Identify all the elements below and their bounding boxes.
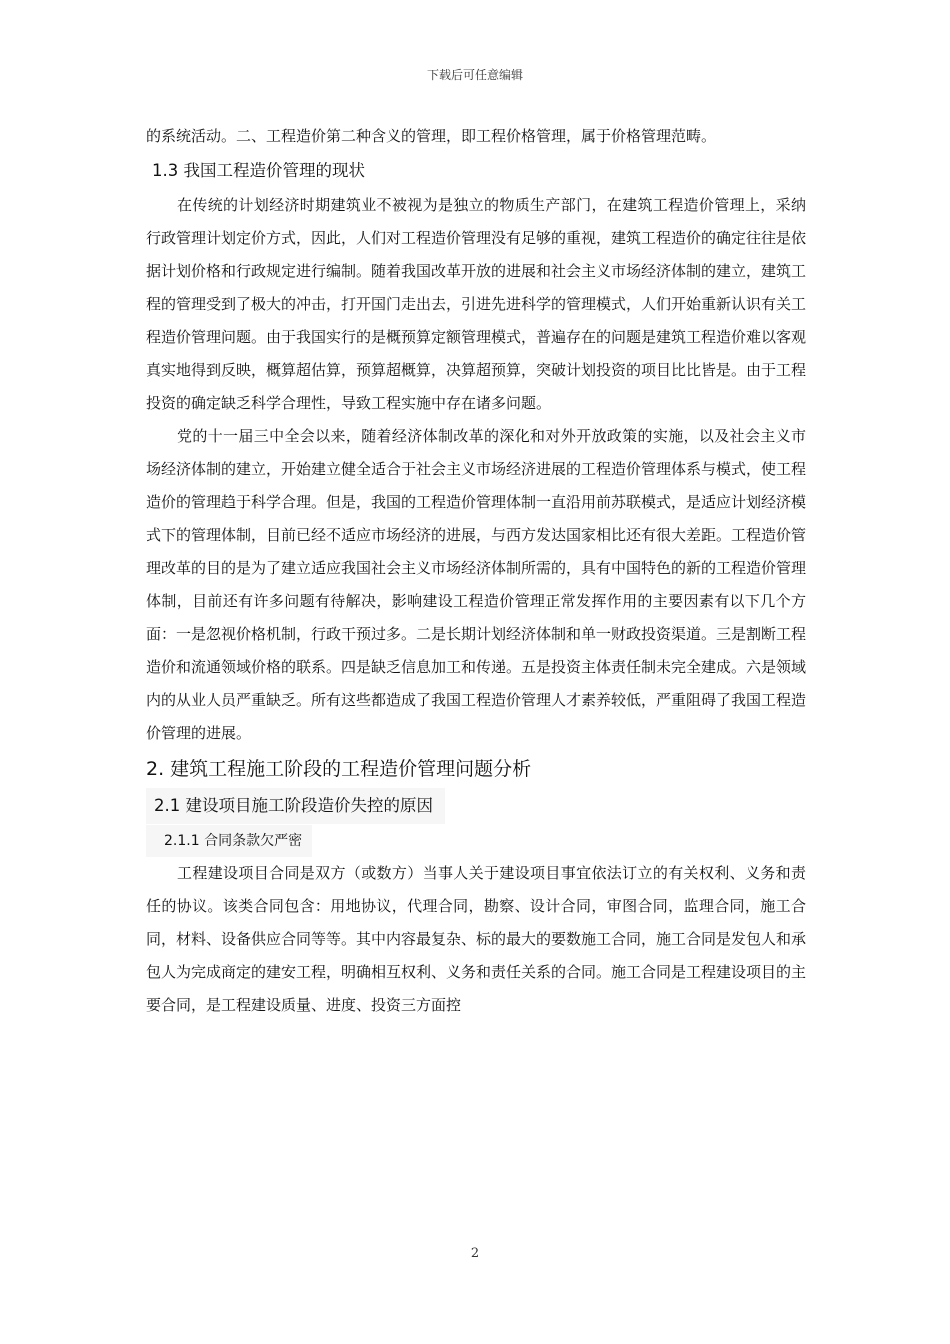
heading-1-3: 1.3 我国工程造价管理的现状: [152, 161, 365, 180]
document-body: [146, 120, 806, 1022]
page-number: 2: [470, 1246, 480, 1261]
heading-2-1-1: 2.1.1 合同条款欠严密: [146, 825, 312, 857]
heading-2-1: 2.1 建设项目施工阶段造价失控的原因: [146, 788, 445, 824]
paragraph-reform: 党的十一届三中全会以来，随着经济体制改革的深化和对外开放政策的实施，以及社会主义市场经济体制的建立，开始建立健全适合于社会主义市场经济进展的工程造价管理体系与模式，使工程造价的管理趋于科学合理。但是，我国的工程造价管理体制一直沿用前苏联模式，是适应计划经济模式下的管理体制，目前已经不适应市场经济的进展，与西方发达国家相比还有很大差距。工程造价管理改革的目的是为了建立适应我国社会主义市场经济体制所需的，具有中国特色的新的工程造价管理体制，目前还有许多问题有待解决，影响建设工程造价管理正常发挥作用的主要因素有以下几个方面：一是忽视价格机制，行政干预过多。二是长期计划经济体制和单一财政投资渠道。三是割断工程造价和流通领域价格的联系。四是缺乏信息加工和传递。五是投资主体责任制未完全建成。六是领域内的从业人员严重缺乏。所有这些都造成了我国工程造价管理人才素养较低，严重阻碍了我国工程造价管理的进展。: [146, 427, 807, 742]
paragraph-status-history: 在传统的计划经济时期建筑业不被视为是独立的物质生产部门，在建筑工程造价管理上，采纳行政管理计划定价方式，因此，人们对工程造价管理没有足够的重视，建筑工程造价的确定往往是依据计划价格和行政规定进行编制。随着我国改革开放的进展和社会主义市场经济体制的建立，建筑工程的管理受到了极大的冲击，打开国门走出去，引进先进科学的管理模式，人们开始重新认识有关工程造价管理问题。由于我国实行的是概预算定额管理模式，普遍存在的问题是建筑工程造价难以客观真实地得到反映，概算超估算，预算超概算，决算超预算，突破计划投资的项目比比皆是。由于工程投资的确定缺乏科学合理性，导致工程实施中存在诸多问题。: [146, 196, 807, 412]
heading-2: 2. 建筑工程施工阶段的工程造价管理问题分析: [146, 758, 532, 780]
paragraph-continuation: 的系统活动。二、工程造价第二种含义的管理，即工程价格管理，属于价格管理范畴。: [146, 127, 717, 145]
page-header: 下载后可任意编辑: [426, 68, 523, 82]
paragraph-contract: 工程建设项目合同是双方（或数方）当事人关于建设项目事宜依法订立的有关权利、义务和责任的协议。该类合同包含：用地协议，代理合同，勘察、设计合同，审图合同，监理合同，施工合同，材料、设备供应合同等等。其中内容最复杂、标的最大的要数施工合同，施工合同是发包人和承包人为完成商定的建安工程，明确相互权利、义务和责任关系的合同。施工合同是工程建设项目的主要合同，是工程建设质量、进度、投资三方面控: [146, 864, 807, 1014]
